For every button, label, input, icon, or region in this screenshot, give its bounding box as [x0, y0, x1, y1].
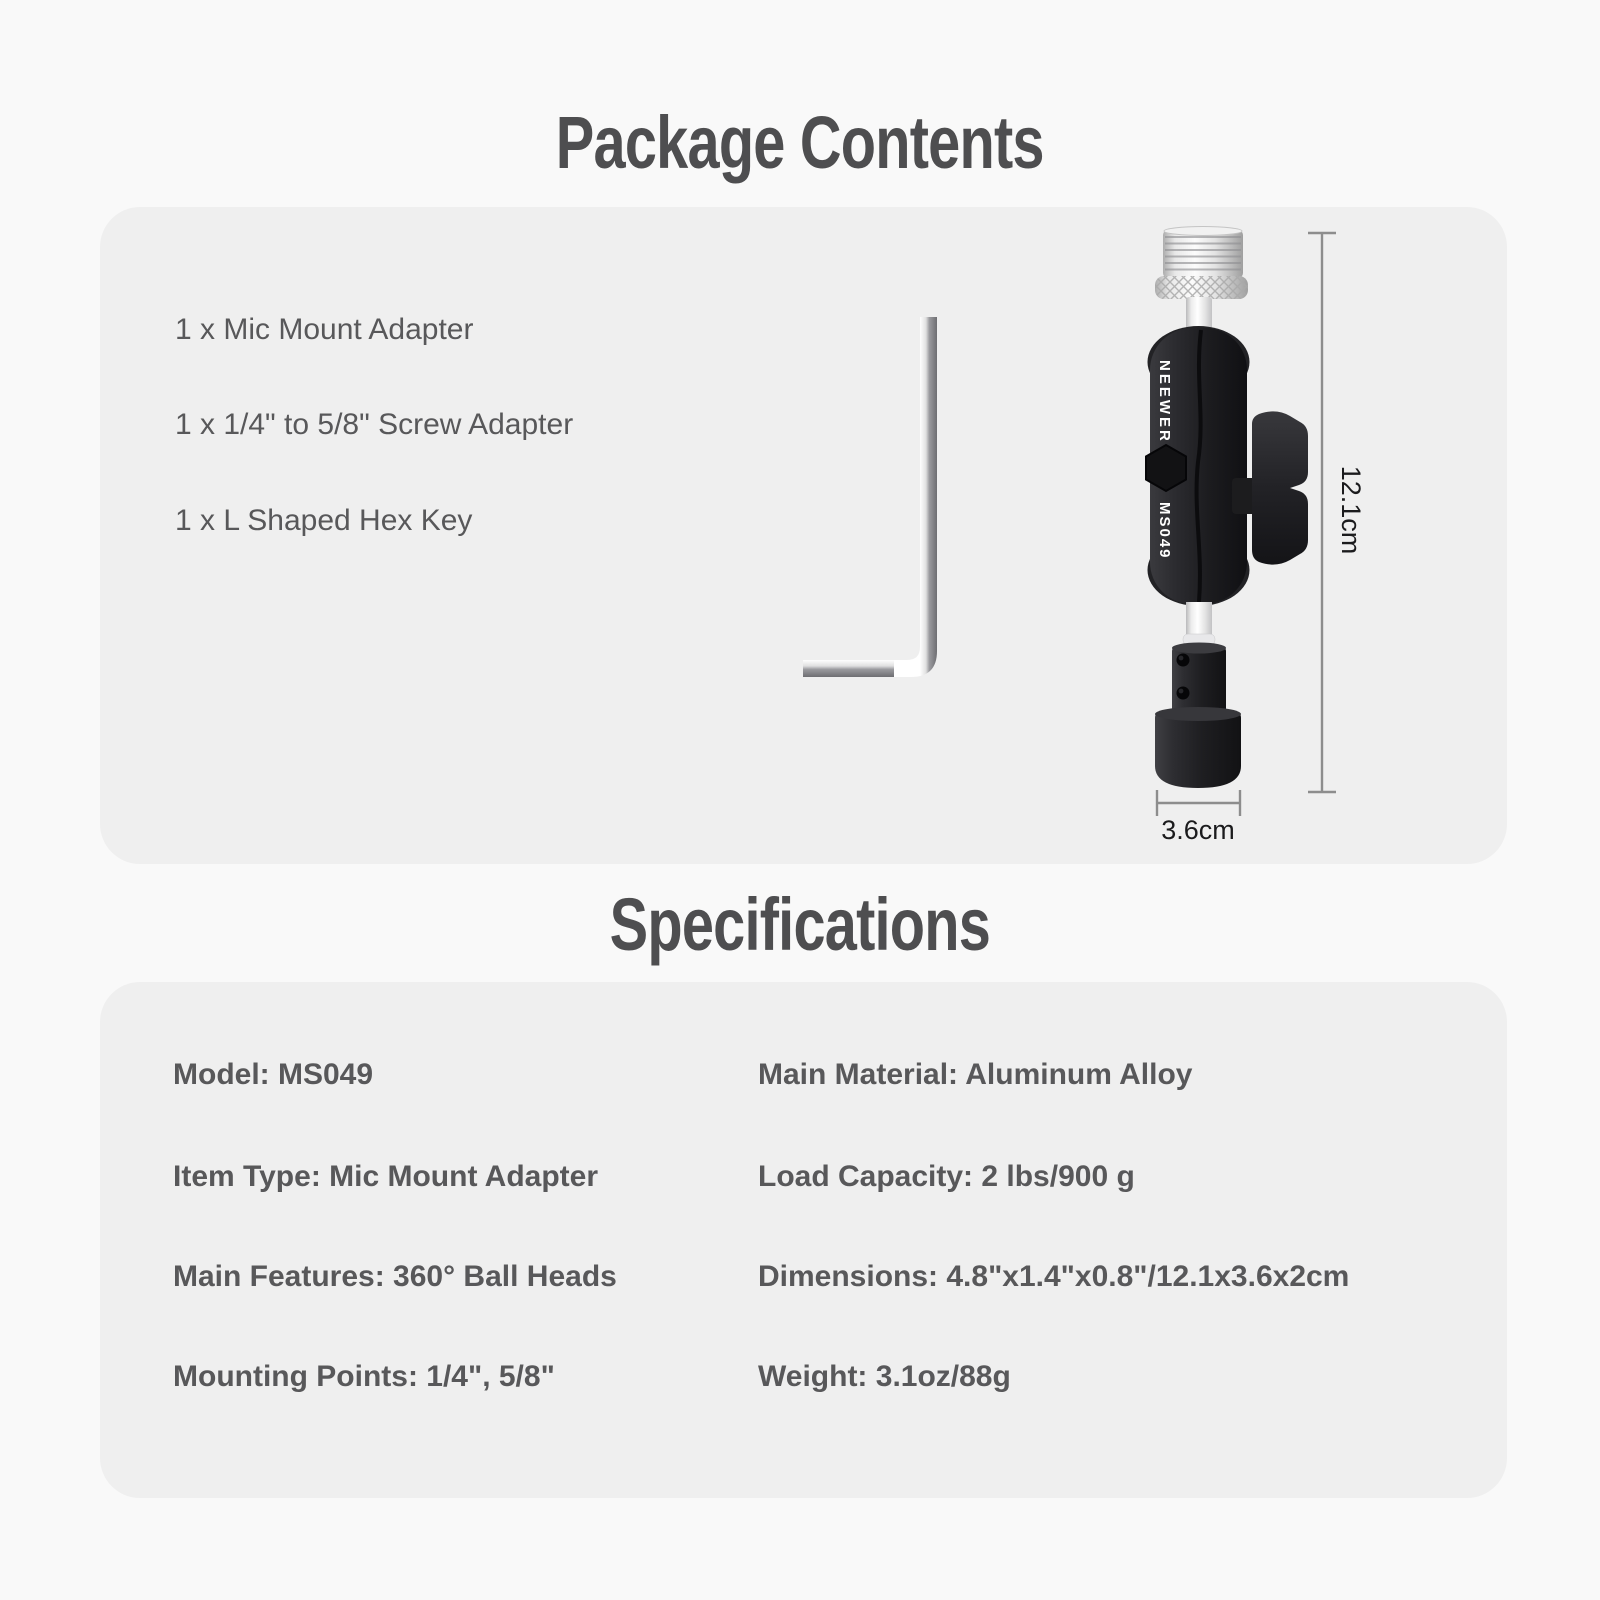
package-item-2: 1 x 1/4" to 5/8" Screw Adapter — [175, 408, 574, 441]
hex-key-vertical-arm — [894, 317, 937, 677]
package-contents-panel — [100, 207, 1507, 864]
package-item-3: 1 x L Shaped Hex Key — [175, 504, 473, 537]
spec-main-features: Main Features: 360° Ball Heads — [173, 1260, 617, 1293]
specifications-panel — [100, 982, 1507, 1498]
ball-clamp-body — [1146, 326, 1250, 606]
hex-socket — [1146, 445, 1186, 491]
spec-item-type: Item Type: Mic Mount Adapter — [173, 1160, 599, 1193]
package-item-1: 1 x Mic Mount Adapter — [175, 313, 474, 346]
product-image — [1080, 210, 1400, 850]
knurled-ring — [1155, 276, 1248, 299]
height-dimension-label: 12.1cm — [1336, 465, 1366, 555]
specifications-title-text: Specifications — [609, 883, 991, 966]
spec-load-capacity: Load Capacity: 2 lbs/900 g — [758, 1160, 1135, 1193]
height-dimension-line — [1308, 233, 1336, 792]
width-dimension-line — [1157, 790, 1240, 816]
thread-top — [1163, 227, 1243, 279]
package-contents-title-text: Package Contents — [556, 101, 1044, 184]
spec-main-material: Main Material: Aluminum Alloy — [758, 1058, 1193, 1091]
brand-label: NEEWER — [1156, 360, 1173, 444]
spec-model: Model: MS049 — [173, 1058, 374, 1091]
spec-weight: Weight: 3.1oz/88g — [758, 1360, 1011, 1393]
model-label: MS049 — [1156, 502, 1173, 560]
hex-key-image — [790, 310, 950, 690]
spec-mounting-points: Mounting Points: 1/4", 5/8" — [173, 1360, 555, 1393]
hex-key-horizontal-arm — [803, 660, 894, 677]
spec-dimensions: Dimensions: 4.8"x1.4"x0.8"/12.1x3.6x2cm — [758, 1260, 1350, 1293]
package-contents-title — [0, 100, 1600, 185]
foot-base — [1155, 707, 1241, 788]
width-dimension-label: 3.6cm — [1161, 815, 1235, 845]
specifications-title — [0, 882, 1600, 967]
